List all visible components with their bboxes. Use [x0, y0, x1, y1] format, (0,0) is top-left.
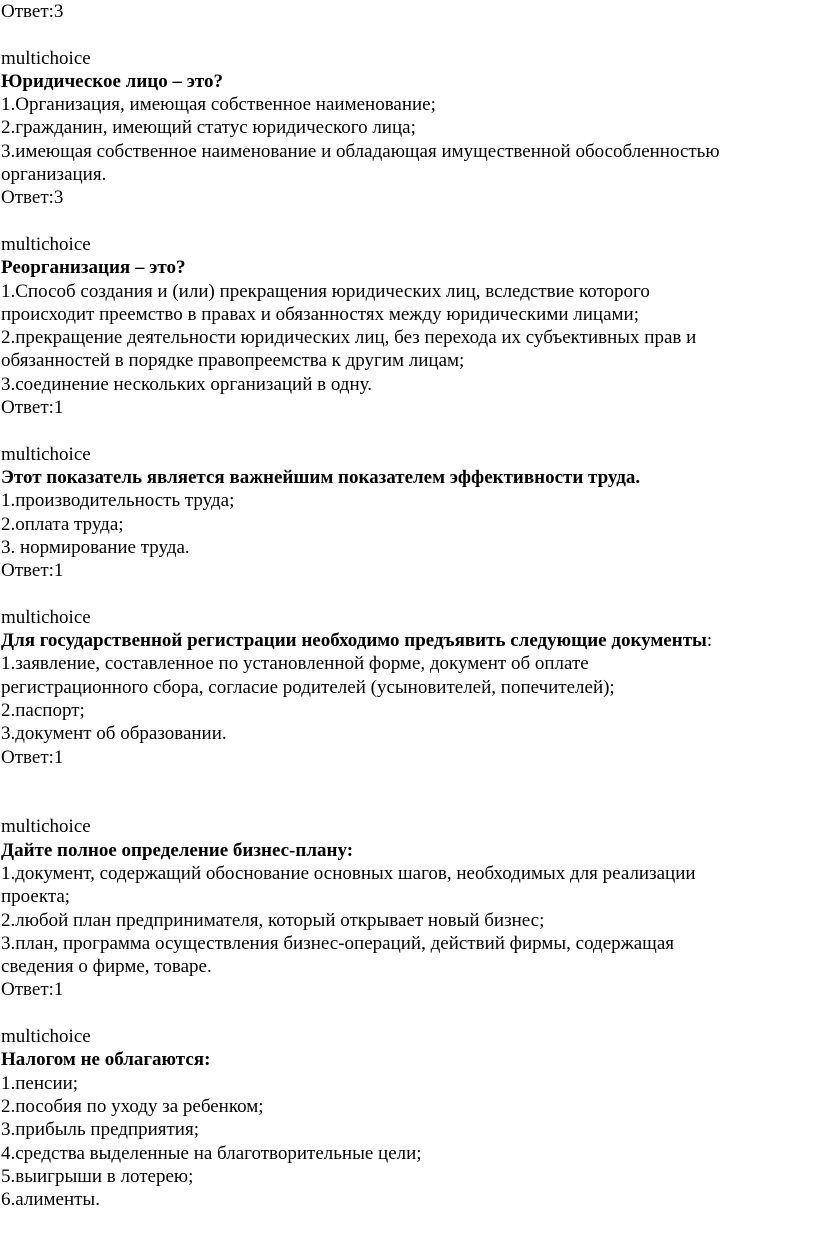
answer-line: Ответ:1	[1, 746, 64, 768]
blank-line	[1, 419, 801, 442]
question-title: Реорганизация – это?	[1, 257, 186, 279]
option-line: сведения о фирме, товаре.	[1, 956, 212, 978]
question-title: Юридическое лицо – это?	[1, 70, 224, 92]
option-line: происходит преемство в правах и обязанностях между юридическими лицами;	[1, 303, 639, 325]
option-line: 3.прибыль предприятия;	[1, 1119, 199, 1141]
question-type: multichoice	[1, 816, 91, 838]
option-line: 3.документ об образовании.	[1, 723, 227, 745]
question-text	[1, 1048, 801, 1071]
question-type: multichoice	[1, 233, 91, 255]
blank-line	[1, 23, 801, 46]
blank-line	[1, 210, 801, 233]
question-type: multichoice	[1, 443, 91, 465]
option-line: организация.	[1, 164, 107, 186]
option-line: 4.средства выделенные на благотворительные цели;	[1, 1142, 422, 1164]
answer-line: Ответ:1	[1, 560, 64, 582]
option-line: 1.Способ создания и (или) прекращения юридических лиц, вследствие которого	[1, 280, 650, 302]
document-page	[1, 0, 801, 1211]
option-line: 3.план, программа осуществления бизнес-операций, действий фирмы, содержащая	[1, 932, 674, 954]
option-line: 3.соединение нескольких организаций в одну.	[1, 373, 372, 395]
option-line: 2.паспорт;	[1, 699, 85, 721]
question-type: multichoice	[1, 606, 91, 628]
question-suffix: :	[706, 630, 713, 652]
question-text	[1, 839, 801, 862]
option-line: регистрационного сбора, согласие родителей (усыновителей, попечителей);	[1, 676, 615, 698]
question-text	[1, 70, 801, 93]
question-text	[1, 629, 801, 652]
answer-line: Ответ:1	[1, 397, 64, 419]
question-title: Дайте полное определение бизнес-плану:	[1, 839, 354, 861]
question-title: Налогом не облагаются:	[1, 1049, 211, 1071]
question-type: multichoice	[1, 47, 91, 69]
option-line: 2.оплата труда;	[1, 513, 124, 535]
option-line: 1.Организация, имеющая собственное наименование;	[1, 94, 436, 116]
question-block-1	[1, 47, 801, 210]
option-line: 2.прекращение деятельности юридических лиц, без перехода их субъективных прав и	[1, 327, 697, 349]
question-block-3	[1, 443, 801, 583]
option-line: 2.любой план предпринимателя, который открывает новый бизнес;	[1, 909, 545, 931]
question-block-6	[1, 1025, 801, 1211]
question-text	[1, 466, 801, 489]
question-title: Этот показатель является важнейшим показателем эффективности труда.	[1, 466, 641, 488]
blank-line	[1, 582, 801, 605]
option-line: 3. нормирование труда.	[1, 536, 190, 558]
question-type: multichoice	[1, 1026, 91, 1048]
option-line: 1.производительность труда;	[1, 490, 235, 512]
option-line: 6.алименты.	[1, 1189, 100, 1211]
answer-line: Ответ:3	[1, 1, 64, 22]
question-block-4	[1, 606, 801, 769]
option-line: 2.гражданин, имеющий статус юридического лица;	[1, 117, 416, 139]
question-block-2	[1, 233, 801, 419]
answer-line: Ответ:1	[1, 979, 64, 1001]
option-line: обязанностей в порядке правопреемства к другим лицам;	[1, 350, 465, 372]
option-line: 1.документ, содержащий обоснование основных шагов, необходимых для реализации	[1, 862, 696, 884]
blank-line	[1, 1002, 801, 1025]
option-line: 2.пособия по уходу за ребенком;	[1, 1095, 264, 1117]
question-text	[1, 256, 801, 279]
option-line: проекта;	[1, 886, 71, 908]
question-title: Для государственной регистрации необходимо предъявить следующие документы	[1, 630, 707, 652]
answer-line: Ответ:3	[1, 187, 64, 209]
option-line: 5.выигрыши в лотерею;	[1, 1165, 194, 1187]
option-line: 1.пенсии;	[1, 1072, 79, 1094]
question-block-5	[1, 815, 801, 1001]
option-line: 1.заявление, составленное по установленной форме, документ об оплате	[1, 653, 589, 675]
option-line: 3.имеющая собственное наименование и обладающая имущественной обособленностью	[1, 140, 720, 162]
blank-line	[1, 769, 801, 816]
